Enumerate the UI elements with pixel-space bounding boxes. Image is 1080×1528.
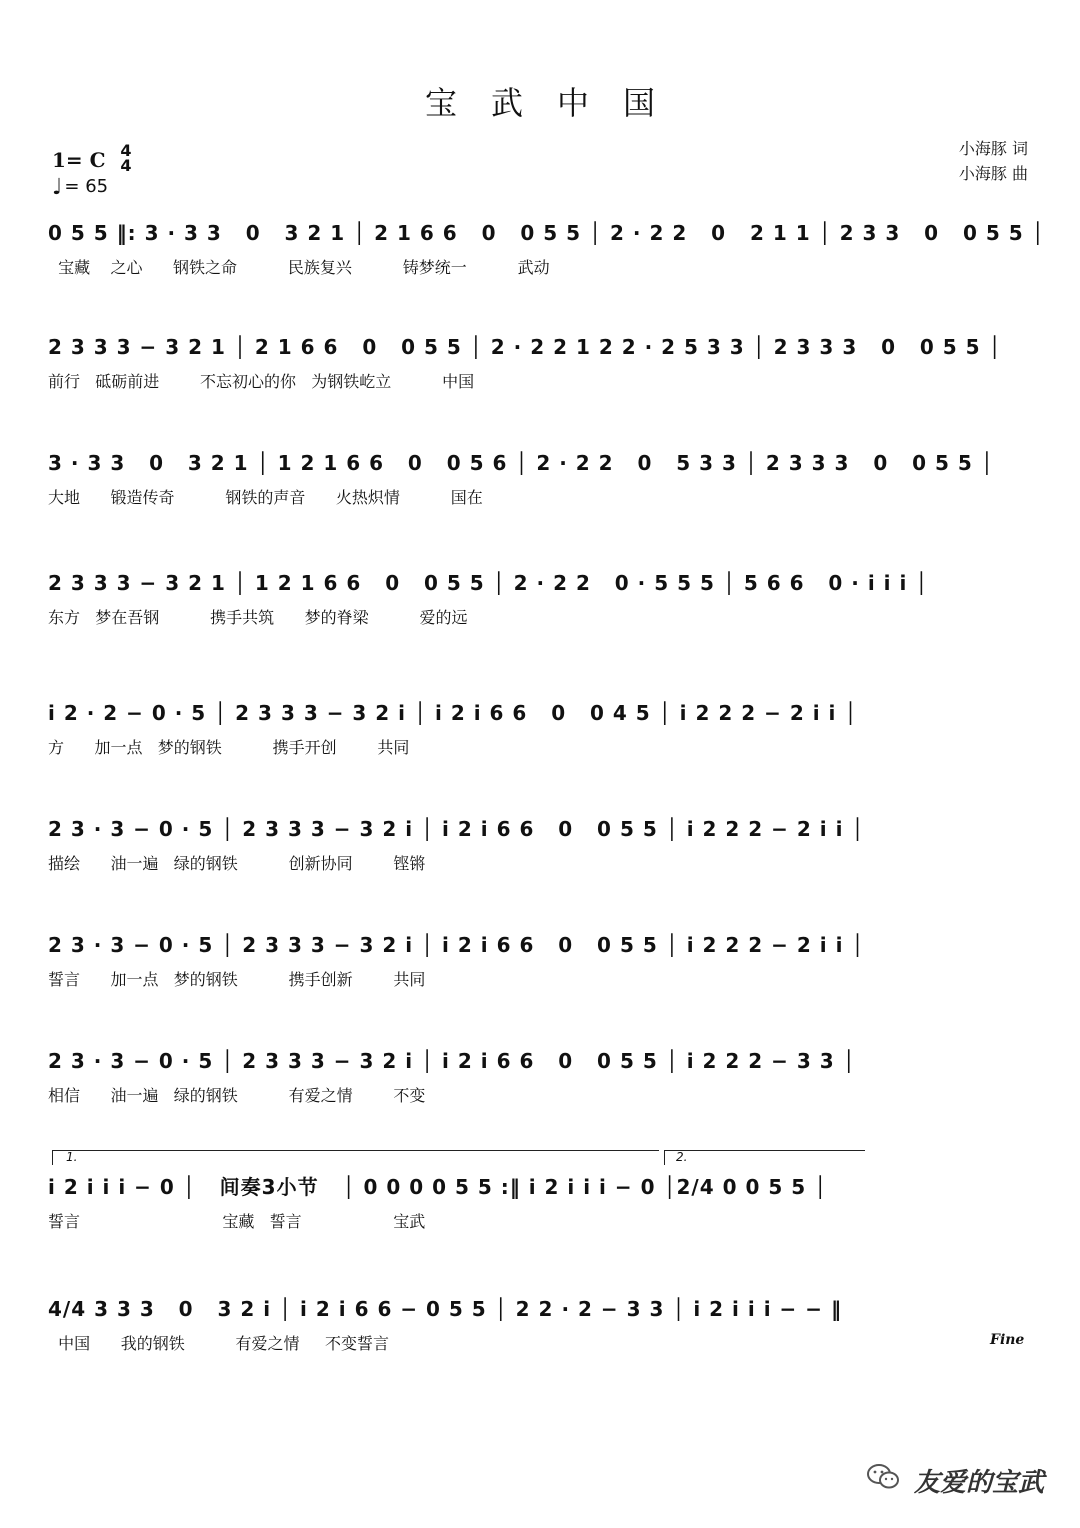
page-title: 宝武中国 xyxy=(424,84,689,122)
time-signature-numerator: 4 xyxy=(120,141,132,160)
lyrics-line: 誓言 加一点 梦的钢铁 携手创新 共同 xyxy=(48,970,426,989)
lyrics-line: 前行 砥砺前进 不忘初心的你 为钢铁屹立 中国 xyxy=(48,372,475,391)
notation-line: 2 3 3 3 − 3 2 1 │ 2 1 6 6 0 0 5 5 │ 2 · 2 2 1 2 2 · 2 5 3 3 │ 2 3 3 3 0 0 5 5 │ xyxy=(48,335,1002,359)
second-ending-label: 2. xyxy=(676,1150,688,1164)
watermark-text: 友爱的宝武 xyxy=(913,1468,1044,1498)
first-ending-label: 1. xyxy=(66,1150,78,1164)
fine-marking: Fine xyxy=(990,1332,1025,1348)
composer-credit: 小海豚 曲 xyxy=(958,164,1028,183)
notation-line: 2 3 · 3 − 0 · 5 │ 2 3 3 3 − 3 2 i │ i 2 i 6 6 0 0 5 5 │ i 2 2 2 − 2 i i │ xyxy=(48,817,865,841)
notation-line: 4/4 3 3 3 0 3 2 i │ i 2 i 6 6 − 0 5 5 │ 2 2 · 2 − 3 3 │ i 2 i i i − − ‖ xyxy=(48,1297,842,1321)
lyrics-line: 中国 我的钢铁 有爱之情 不变誓言 xyxy=(48,1334,389,1353)
notation-line: 2 3 · 3 − 0 · 5 │ 2 3 3 3 − 3 2 i │ i 2 i 6 6 0 0 5 5 │ i 2 2 2 − 2 i i │ xyxy=(48,933,865,957)
lyrics-line: 宝藏 之心 钢铁之命 民族复兴 铸梦统一 武动 xyxy=(48,258,550,277)
lyrics-line: 大地 锻造传奇 钢铁的声音 火热炽情 国在 xyxy=(48,488,483,507)
tempo-value: = 65 xyxy=(64,176,109,197)
lyrics-line: 誓言 宝藏 誓言 宝武 xyxy=(48,1212,426,1231)
second-ending-bracket xyxy=(664,1150,865,1165)
notation-line: i 2 · 2 − 0 · 5 │ 2 3 3 3 − 3 2 i │ i 2 i 6 6 0 0 4 5 │ i 2 2 2 − 2 i i │ xyxy=(48,701,858,725)
time-signature-denominator: 4 xyxy=(120,156,132,175)
notation-line: 2 3 · 3 − 0 · 5 │ 2 3 3 3 − 3 2 i │ i 2 i 6 6 0 0 5 5 │ i 2 2 2 − 3 3 │ xyxy=(48,1049,856,1073)
notation-line: i 2 i i i − 0 │ 间奏3小节 │ 0 0 0 0 5 5 :‖ i 2 i i i − 0 │2/4 0 0 5 5 │ xyxy=(48,1175,828,1199)
tempo xyxy=(52,175,109,200)
notation-line: 2 3 3 3 − 3 2 1 │ 1 2 1 6 6 0 0 5 5 │ 2 · 2 2 0 · 5 5 5 │ 5 6 6 0 · i i i │ xyxy=(48,571,929,595)
wechat-icon xyxy=(866,1462,902,1492)
lyrics-line: 描绘 油一遍 绿的钢铁 创新协同 铿锵 xyxy=(48,854,426,873)
lyrics-line: 相信 油一遍 绿的钢铁 有爱之情 不变 xyxy=(48,1086,426,1105)
lyrics-line: 东方 梦在吾钢 携手共筑 梦的脊梁 爱的远 xyxy=(48,608,468,627)
key-signature: 1= C xyxy=(52,148,106,172)
notation-line: 3 · 3 3 0 3 2 1 │ 1 2 1 6 6 0 0 5 6 │ 2 · 2 2 0 5 3 3 │ 2 3 3 3 0 0 5 5 │ xyxy=(48,451,994,475)
lyricist-credit: 小海豚 词 xyxy=(958,139,1028,158)
time-signature xyxy=(116,143,136,173)
notation-line: 0 5 5 ‖: 3 · 3 3 0 3 2 1 │ 2 1 6 6 0 0 5 5 │ 2 · 2 2 0 2 1 1 │ 2 3 3 0 0 5 5 │ xyxy=(48,221,1045,245)
quarter-note-icon: ♩ xyxy=(52,175,63,200)
lyrics-line: 方 加一点 梦的钢铁 携手开创 共同 xyxy=(48,738,410,757)
first-ending-bracket xyxy=(52,1150,659,1165)
